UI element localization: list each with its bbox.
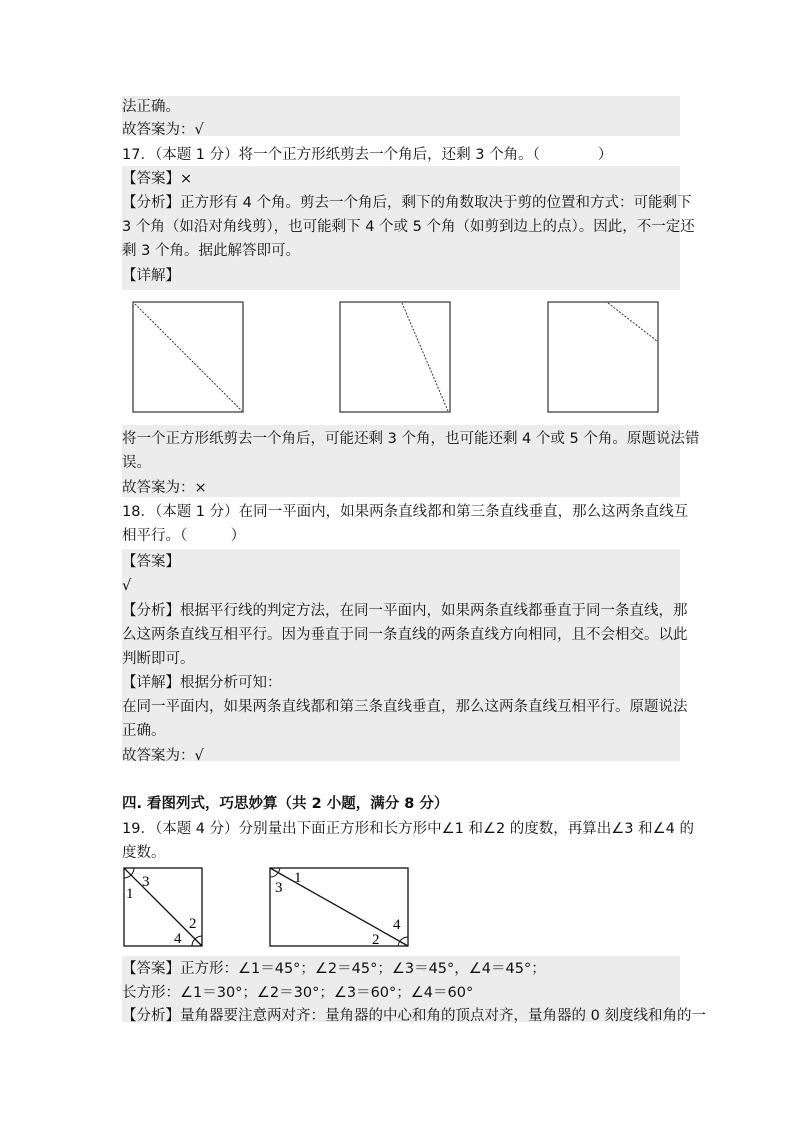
section-heading: 四. 看图列式，巧思妙算（共 2 小题，满分 8 分） <box>122 796 449 812</box>
analysis-17: 【分析】正方形有 4 个角。剪去一个角后，剩下的角数取决于剪的位置和方式：可能剩下 <box>122 195 692 211</box>
text-line: 误。 <box>122 455 151 471</box>
detail-18: 【详解】根据分析可知： <box>122 675 282 691</box>
text-line: 3 个角（如沿对角线剪），也可能剩下 4 个或 5 个角（如剪到边上的点）。因此，不一定还 <box>122 219 695 235</box>
rect-label-3: 3 <box>275 880 283 896</box>
cut-line-2 <box>402 303 448 411</box>
detail-17: 【详解】 <box>122 268 180 284</box>
shade-block-4 <box>122 549 680 761</box>
analysis-18: 【分析】根据平行线的判定方法，在同一平面内，如果两条直线都垂直于同一条直线，那 <box>122 603 688 619</box>
answer-18-label: 【答案】 <box>122 554 180 570</box>
text-line: 判断即可。 <box>122 651 195 667</box>
text-line: 故答案为：√ <box>122 122 204 138</box>
square-cut-figures <box>122 292 682 424</box>
text-line: 故答案为：√ <box>122 748 204 764</box>
rect-label-4: 4 <box>393 917 401 933</box>
square-label-4: 4 <box>174 931 182 947</box>
text-line: 剩 3 个角。据此解答即可。 <box>122 243 300 259</box>
text-line: 故答案为：× <box>122 480 207 496</box>
text-line: 在同一平面内，如果两条直线都和第三条直线垂直，那么这两条直线互相平行。原题说法 <box>122 699 688 715</box>
answer-18: √ <box>122 578 132 594</box>
rect-label-1: 1 <box>294 870 302 886</box>
question-19: 19．（本题 4 分）分别量出下面正方形和长方形中∠1 和∠2 的度数，再算出∠3 和∠4 的 <box>122 821 694 837</box>
text-line: 相平行。（ ） <box>122 528 246 544</box>
square-label-3: 3 <box>142 874 150 890</box>
question-18: 18．（本题 1 分）在同一平面内，如果两条直线都和第三条直线垂直，那么这两条直线互 <box>122 504 689 520</box>
text-line: 长方形：∠1＝30°；∠2＝30°；∠3＝60°；∠4＝60° <box>122 985 474 1001</box>
angle-figures <box>118 862 418 952</box>
text-line: 正确。 <box>122 723 166 739</box>
rect-label-2: 2 <box>372 932 380 948</box>
shade-block-1 <box>122 96 680 136</box>
square-label-1: 1 <box>126 886 134 902</box>
answer-19: 【答案】正方形：∠1＝45°；∠2＝45°；∠3＝45°，∠4＝45°； <box>122 961 546 977</box>
cut-line-1 <box>135 304 242 411</box>
question-17: 17．（本题 1 分）将一个正方形纸剪去一个角后，还剩 3 个角。（ ） <box>122 147 613 163</box>
cut-line-3 <box>608 303 657 341</box>
rectangle-diagonal <box>270 868 408 946</box>
analysis-19: 【分析】量角器要注意两对齐：量角器的中心和角的顶点对齐，量角器的 0 刻度线和角的一 <box>122 1008 706 1024</box>
square-2 <box>340 302 450 412</box>
square-3 <box>548 302 658 412</box>
text-line: 法正确。 <box>122 99 180 115</box>
text-line: 度数。 <box>122 845 166 861</box>
text-line: 么这两条直线互相平行。因为垂直于同一条直线的两条直线方向相同，且不会相交。以此 <box>122 627 688 643</box>
answer-17: 【答案】× <box>122 171 193 187</box>
detail-17-text: 将一个正方形纸剪去一个角后，可能还剩 3 个角，也可能还剩 4 个或 5 个角。原题说法错 <box>122 431 700 447</box>
square-label-2: 2 <box>189 916 197 932</box>
square-diagonal <box>124 868 202 946</box>
